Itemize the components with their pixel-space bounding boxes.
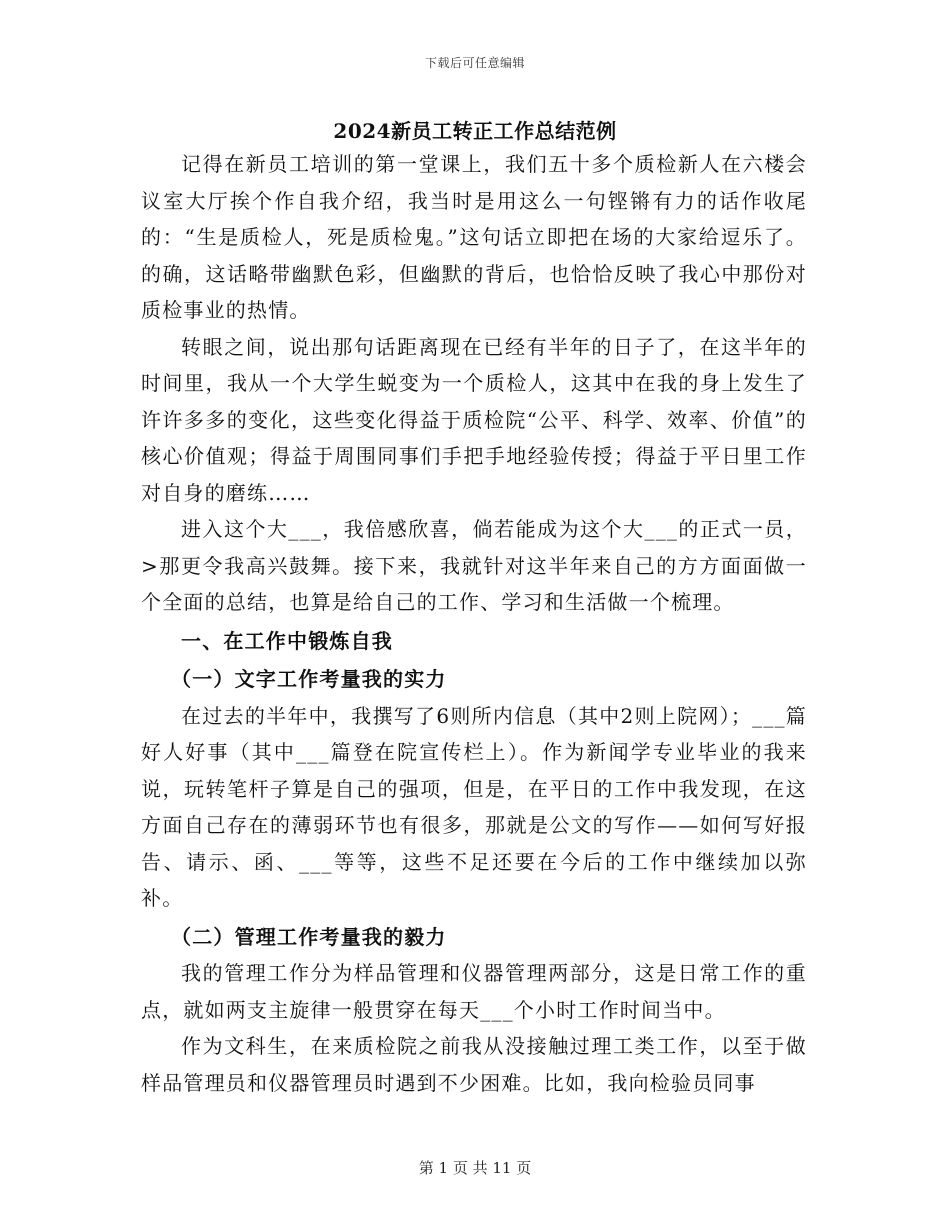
paragraph-writing: 在过去的半年中，我撰写了6则所内信息（其中2则上院网）；___篇好人好事（其中___篇登在院宣传栏上）。作为新闻学专业毕业的我来说，玩转笔杆子算是自己的强项，但是，在平日的工作中我发现，在这方面自己存在的薄弱环节也有很多，那就是公文的写作——如何写好报告、请示、函、___等等，这些不足还要在今后的工作中继续加以弥补。 — [141, 703, 807, 910]
subsection-heading-management: （二）管理工作考量我的毅力 — [171, 924, 447, 949]
section-heading-work: 一、在工作中锻炼自我 — [181, 628, 393, 653]
document-title: 2024新员工转正工作总结范例 — [333, 119, 617, 143]
page-footer-number: 第 1 页 共 11 页 — [418, 1159, 532, 1177]
paragraph-management: 我的管理工作分为样品管理和仪器管理两部分，这是日常工作的重点，就如两支主旋律一般贯穿在每天___个小时工作时间当中。 — [141, 961, 807, 1022]
paragraph-joining: 进入这个大___，我倍感欣喜，倘若能成为这个大___的正式一员，>那更令我高兴鼓舞。接下来，我就针对这半年来自己的方方面面做一个全面的总结，也算是给自己的工作、学习和生活做一个梳理。 — [141, 517, 807, 614]
subsection-heading-writing: （一）文字工作考量我的实力 — [171, 667, 447, 691]
paragraph-liberal-arts: 作为文科生，在来质检院之前我从没接触过理工类工作，以至于做样品管理员和仪器管理员时遇到不少困难。比如，我向检验员同事 — [141, 1034, 807, 1095]
paragraph-half-year: 转眼之间，说出那句话距离现在已经有半年的日子了，在这半年的时间里，我从一个大学生蜕变为一个质检人，这其中在我的身上发生了许许多多的变化，这些变化得益于质检院“公平、科学、效率、价值”的核心价值观；得益于周围同事们手把手地经验传授；得益于平日里工作对自身的磨练…… — [141, 334, 807, 505]
page-header-note: 下载后可任意编辑 — [424, 56, 525, 70]
document-body — [141, 146, 807, 1101]
paragraph-intro: 记得在新员工培训的第一堂课上，我们五十多个质检新人在六楼会议室大厅挨个作自我介绍，我当时是用这么一句铿锵有力的话作收尾的：“生是质检人，死是质检鬼。”这句话立即把在场的大家给逗乐了。的确，这话略带幽默色彩，但幽默的背后，也恰恰反映了我心中那份对质检事业的热情。 — [141, 152, 807, 322]
